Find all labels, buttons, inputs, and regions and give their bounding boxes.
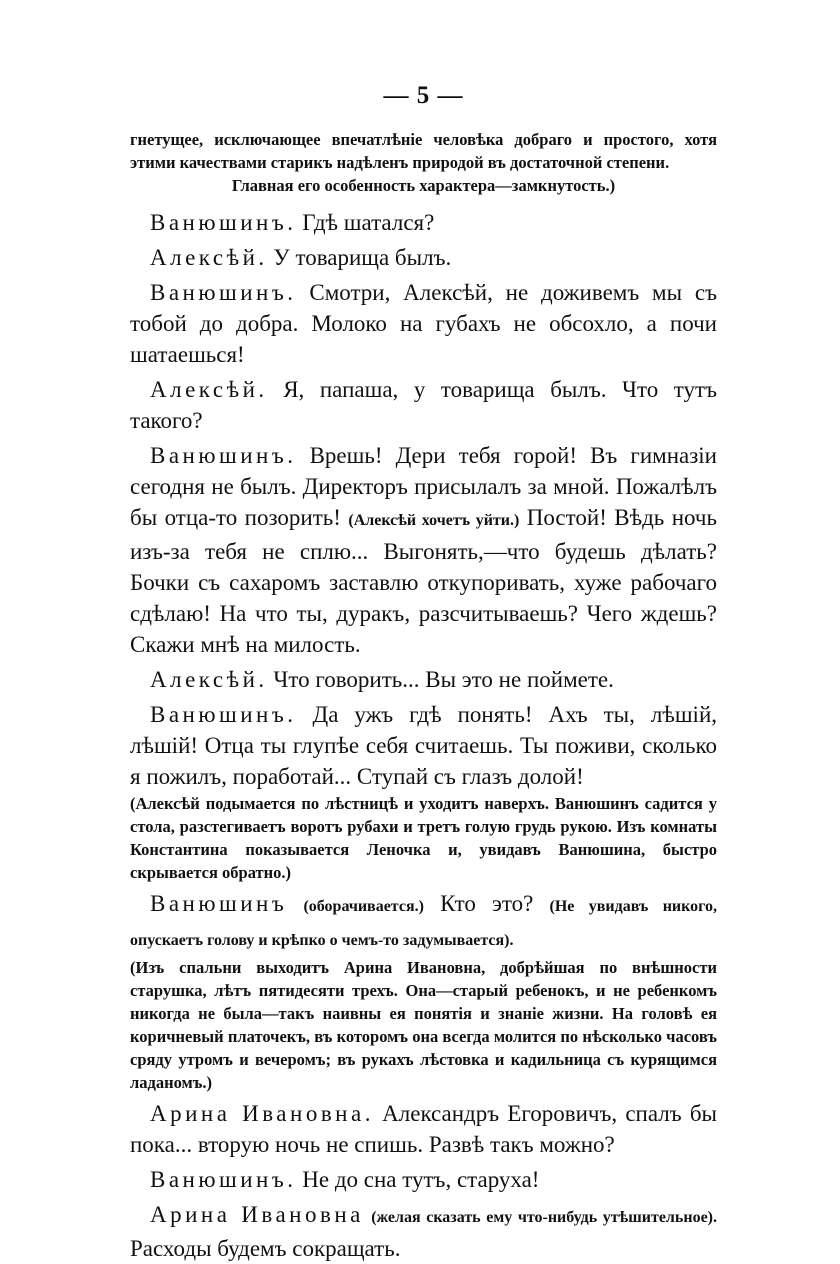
stage-note: (Алексѣй хочетъ уйти.) xyxy=(348,512,520,529)
stage-note: (оборачивается.) xyxy=(303,898,424,915)
stage-note: (Не увидавъ никого, опускаетъ голову и крѣпко о чемъ-то задумывается). xyxy=(130,898,718,949)
stage-direction-intro: гнетущее, исключающее впечатлѣніе человѣка добраго и простого, хотя этими качествами старикъ надѣленъ природой въ достаточной степени. xyxy=(130,130,717,172)
spoken-text: Постой! Вѣдь ночь изъ-за тебя не сплю... Выгонять,—что будешь дѣлать? Бочки съ сахаромъ заставлю откупоривать, хуже рабочаго сдѣлаю! На что ты, дуракъ, разсчитываешь? Чего ждешь? Скажи мнѣ на милость. xyxy=(130,505,717,657)
dialogue-line xyxy=(130,1199,717,1264)
dialogue-line xyxy=(130,1098,717,1160)
stage-direction-intro-end: Главная его особенность характера—замкнутость.) xyxy=(231,176,616,195)
speaker-name: Алексѣй. xyxy=(150,667,268,692)
spoken-text: Я, папаша, у товарища былъ. Что тутъ такого? xyxy=(130,377,717,433)
speaker-name: Ванюшинъ. xyxy=(150,443,297,468)
dialogue-line xyxy=(130,207,717,238)
dialogue-line xyxy=(130,699,717,792)
dialogue-line xyxy=(130,374,717,436)
speaker-name: Ванюшинъ. xyxy=(150,702,297,727)
dialogue-line xyxy=(130,1164,717,1195)
dialogue-line xyxy=(130,277,717,370)
speaker-name: Ванюшинъ. xyxy=(150,210,297,235)
speaker-name: Алексѣй. xyxy=(150,377,268,402)
spoken-text: Смотри, Алексѣй, не доживемъ мы съ тобой до добра. Молоко на губахъ не обсохло, а почи шатаешься! xyxy=(130,280,717,367)
speaker-name: Ванюшинъ. xyxy=(150,280,297,305)
speaker-name: Арина Ивановна xyxy=(150,1202,364,1227)
spoken-text: Да ужъ гдѣ понять! Ахъ ты, лѣшій, лѣшій! Отца ты глупѣе себя считаешь. Ты поживи, сколько я пожилъ, поработай... Ступай съ глазъ долой! xyxy=(130,702,718,789)
spoken-text: У товарища былъ. xyxy=(273,245,452,270)
speaker-name: Ванюшинъ xyxy=(150,891,288,916)
spoken-text: Александръ Егоровичъ, спалъ бы пока... вторую ночь не спишь. Развѣ такъ можно? xyxy=(130,1101,717,1157)
dialogue-line xyxy=(130,664,717,695)
speaker-name: Арина Ивановна. xyxy=(150,1101,374,1126)
spoken-text: Расходы будемъ сокращать. xyxy=(130,1236,401,1261)
spoken-text: Не до сна тутъ, старуха! xyxy=(302,1167,540,1192)
stage-direction: (Изъ спальни выходитъ Арина Ивановна, добрѣйшая по внѣшности старушка, лѣтъ пятидесяти трехъ. Она—старый ребенокъ, и не ребенкомъ никогда не была—такъ наивны ея понятія и знаніе жизни. На головѣ ея коричневый платочекъ, въ которомъ она всегда молится по нѣсколько часовъ сряду утромъ и вечеромъ; въ рукахъ лѣстовка и кадильница съ курящимся ладаномъ.) xyxy=(130,958,717,1092)
spoken-text: Гдѣ шатался? xyxy=(302,210,435,235)
stage-direction: (Алексѣй подымается по лѣстницѣ и уходитъ наверхъ. Ванюшинъ садится у стола, разстегиваетъ воротъ рубахи и третъ голую грудь рукою. Изъ комнаты Константина показывается Леночка и, увидавъ Ванюшина, быстро скрывается обратно.) xyxy=(130,794,717,882)
speaker-name: Алексѣй. xyxy=(150,245,268,270)
dialogue-line xyxy=(130,242,717,273)
speaker-name: Ванюшинъ. xyxy=(150,1167,297,1192)
dialogue-line xyxy=(130,440,717,660)
spoken-text: Врешь! Дери тебя горой! Въ гимназіи сегодня не былъ. Директоръ присылалъ за мной. Пожалѣлъ бы отца-то позорить! xyxy=(130,443,717,530)
spoken-text: Что говорить... Вы это не поймете. xyxy=(273,667,614,692)
dialogue-line xyxy=(130,888,717,956)
stage-note: (желая сказать ему что-нибудь утѣшительное). xyxy=(371,1209,718,1226)
page-number: — 5 — xyxy=(383,82,464,109)
spoken-text: Кто это? xyxy=(440,891,534,916)
